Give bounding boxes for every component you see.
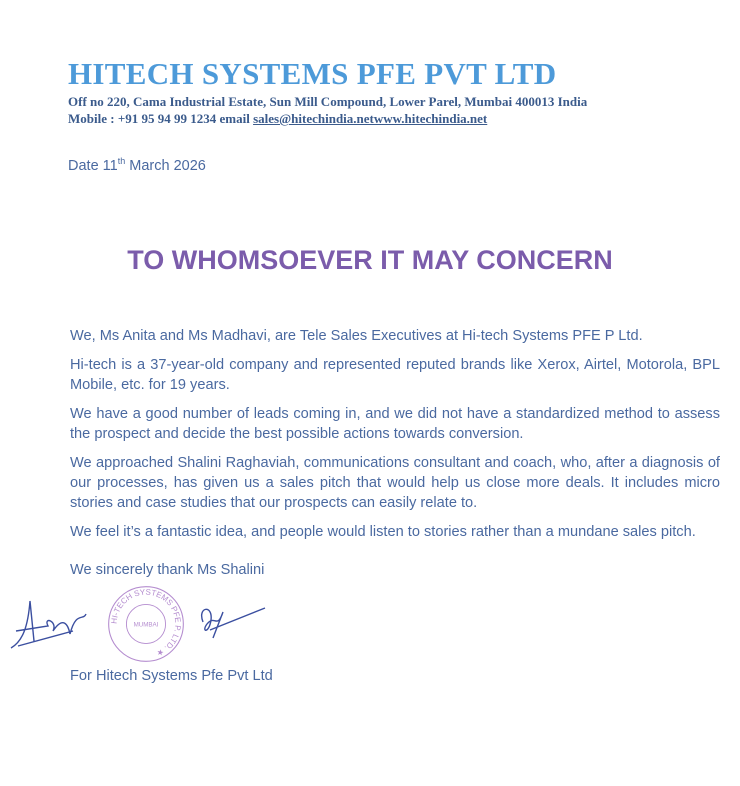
signoff-line: For Hitech Systems Pfe Pvt Ltd (70, 668, 273, 684)
closing-line: We sincerely thank Ms Shalini (70, 562, 265, 578)
stamp-center-text: MUMBAI (133, 621, 159, 629)
paragraph: We, Ms Anita and Ms Madhavi, are Tele Sales Executives at Hi-tech Systems PFE P Ltd. (70, 328, 643, 344)
company-address: Off no 220, Cama Industrial Estate, Sun Mill Compound, Lower Parel, Mumbai 400013 India (68, 94, 588, 109)
signature-left (8, 596, 93, 656)
letter-body (70, 326, 720, 686)
paragraph: We approached Shalini Raghaviah, communications consultant and coach, who, after a diagnosis of our processes, has given us a sales pitch that would help us close more deals. It includes micro stories and case studies that our prospects can easily relate to. (70, 455, 720, 511)
company-contact (68, 111, 487, 127)
date-prefix: Date 11 (68, 157, 118, 174)
company-stamp (106, 584, 186, 664)
letter-heading: TO WHOMSOEVER IT MAY CONCERN (127, 245, 613, 275)
paragraph: We feel it’s a fantastic idea, and people would listen to stories rather than a mundane sales pitch. (70, 524, 696, 540)
contact-text: Mobile : +91 95 94 99 1234 email (68, 111, 254, 126)
date-suffix: March 2026 (125, 157, 206, 174)
paragraph: Hi-tech is a 37-year-old company and represented reputed brands like Xerox, Airtel, Motorola, BPL Mobile, etc. for 19 years. (70, 357, 720, 393)
signature-block (0, 582, 740, 666)
signature-right (195, 602, 270, 642)
date-ordinal: th (117, 156, 126, 166)
letter-date (68, 156, 206, 174)
paragraph: We have a good number of leads coming in, and we did not have a standardized method to assess the prospect and decide the best possible actions towards conversion. (70, 406, 720, 442)
stamp-ring-text: HI-TECH SYSTEMS PFE P. LTD. ★ (109, 587, 183, 659)
company-name: HITECH SYSTEMS PFE PVT LTD (68, 56, 557, 91)
email-web-link[interactable]: sales@hitechindia.netwww.hitechindia.net (253, 111, 488, 126)
